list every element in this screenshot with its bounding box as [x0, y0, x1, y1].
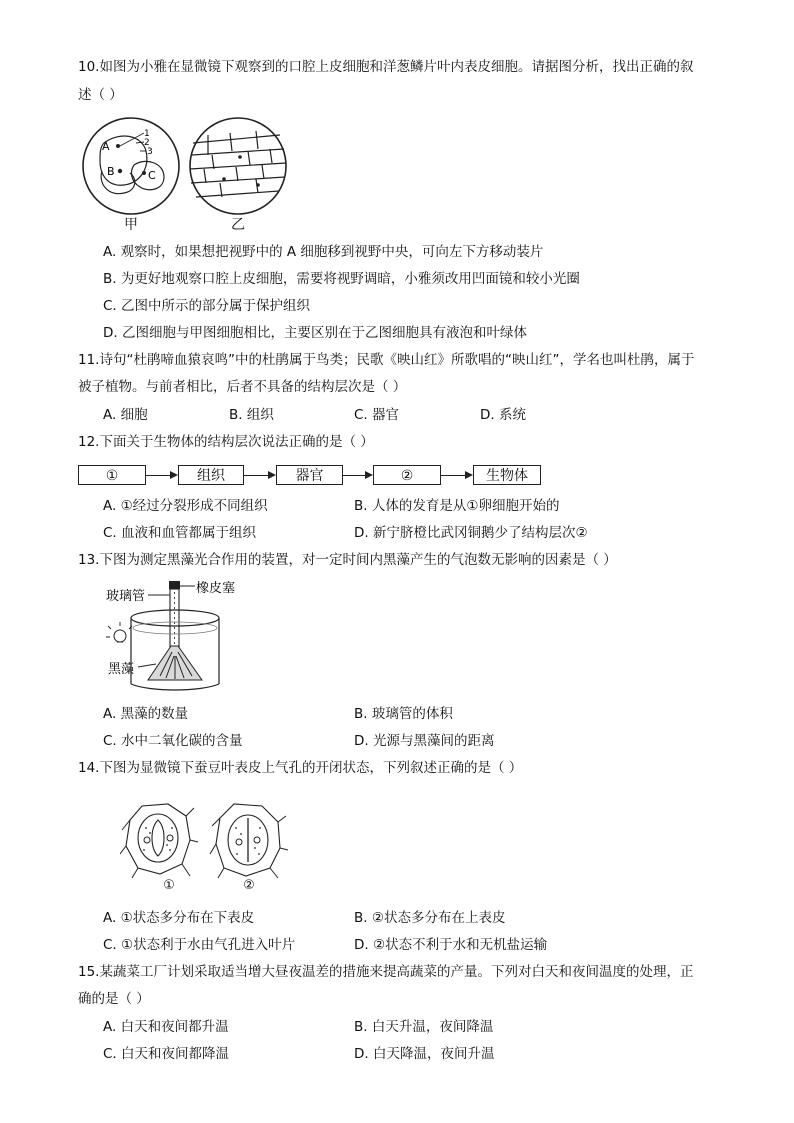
flow-box-1: ①	[78, 465, 146, 485]
q15-option-d[interactable]: D. 白天降温，夜间升温	[354, 1046, 495, 1062]
q14-figure	[120, 800, 290, 898]
q10-caption-right: 乙	[231, 217, 245, 233]
q15-option-a[interactable]: A. 白天和夜间都升温	[103, 1019, 229, 1035]
q11-option-b[interactable]: B. 组织	[229, 407, 274, 423]
q11-option-a[interactable]: A. 细胞	[103, 407, 148, 423]
q14-option-d[interactable]: D. ②状态不利于水和无机盐运输	[354, 937, 548, 953]
q14-stem: 14.下图为显微镜下蚕豆叶表皮上气孔的开闭状态，下列叙述正确的是（ ）	[78, 760, 523, 776]
q10-caption-left: 甲	[124, 217, 138, 233]
q13-option-a[interactable]: A. 黑藻的数量	[103, 706, 189, 722]
q11-option-d[interactable]: D. 系统	[480, 407, 526, 423]
q11-stem-line1: 11.诗句“杜鹃啼血猿哀鸣”中的杜鹃属于鸟类；民歌《映山红》所歌唱的“映山红”，学名也叫杜鹃，属于	[78, 352, 695, 368]
q13-option-b[interactable]: B. 玻璃管的体积	[354, 706, 453, 722]
q14-caption-right: ②	[243, 878, 255, 893]
q10-stem-line2: 述（ ）	[78, 87, 123, 103]
flow-arrow-2	[244, 475, 274, 476]
q12-option-a[interactable]: A. ①经过分裂形成不同组织	[103, 498, 268, 514]
q14-caption-left: ①	[163, 878, 175, 893]
q12-option-d[interactable]: D. 新宁脐橙比武冈铜鹅少了结构层次②	[354, 525, 588, 541]
q13-figure	[100, 576, 260, 702]
q11-option-c[interactable]: C. 器官	[354, 407, 400, 423]
q15-option-c[interactable]: C. 白天和夜间都降温	[103, 1046, 230, 1062]
label-stopper: 橡皮塞	[196, 581, 236, 596]
flow-arrow-1	[146, 475, 176, 476]
q12-option-b[interactable]: B. 人体的发育是从①卵细胞开始的	[354, 498, 560, 514]
flow-box-2: 组织	[178, 465, 244, 485]
flow-box-4: ②	[373, 465, 441, 485]
label-A: A	[102, 140, 110, 153]
q10-option-d[interactable]: D. 乙图细胞与甲图细胞相比，主要区别在于乙图细胞具有液泡和叶绿体	[103, 325, 527, 341]
label-2: 2	[144, 138, 150, 148]
flow-arrow-3	[343, 475, 371, 476]
label-plant: 黑藻	[108, 662, 135, 677]
q13-stem: 13.下图为测定黑藻光合作用的装置，对一定时间内黑藻产生的气泡数无影响的因素是（ ）	[78, 552, 617, 568]
q10-option-a[interactable]: A. 观察时，如果想把视野中的 A 细胞移到视野中央，可向左下方移动装片	[103, 244, 544, 260]
flow-arrow-4	[441, 475, 471, 476]
q14-option-c[interactable]: C. ①状态利于水由气孔进入叶片	[103, 937, 296, 953]
q13-option-d[interactable]: D. 光源与黑藻间的距离	[354, 733, 495, 749]
label-1: 1	[144, 129, 150, 139]
q13-option-c[interactable]: C. 水中二氧化碳的含量	[103, 733, 243, 749]
label-glass-tube: 玻璃管	[106, 589, 146, 604]
q11-stem-line2: 被子植物。与前者相比，后者不具备的结构层次是（ ）	[78, 379, 407, 395]
q15-stem-line2: 确的是（ ）	[78, 991, 150, 1007]
q14-option-a[interactable]: A. ①状态多分布在下表皮	[103, 910, 255, 926]
q15-stem-line1: 15.某蔬菜工厂计划采取适当增大昼夜温差的措施来提高蔬菜的产量。下列对白天和夜间温度的处理，正	[78, 964, 694, 980]
q12-stem: 12.下面关于生物体的结构层次说法正确的是（ ）	[78, 434, 374, 450]
flow-box-5: 生物体	[473, 465, 541, 485]
q12-option-c[interactable]: C. 血液和血管都属于组织	[103, 525, 257, 541]
flow-box-3: 器官	[276, 465, 343, 485]
q10-option-b[interactable]: B. 为更好地观察口腔上皮细胞，需要将视野调暗，小雅须改用凹面镜和较小光圈	[103, 271, 580, 287]
label-3: 3	[147, 147, 153, 157]
label-B: B	[107, 165, 115, 178]
q10-figure	[80, 113, 290, 235]
q15-option-b[interactable]: B. 白天升温，夜间降温	[354, 1019, 494, 1035]
q10-option-c[interactable]: C. 乙图中所示的部分属于保护组织	[103, 298, 311, 314]
q10-stem-line1: 10.如图为小雅在显微镜下观察到的口腔上皮细胞和洋葱鳞片叶内表皮细胞。请据图分析，找出正确的叙	[78, 59, 694, 75]
label-C: C	[148, 169, 156, 182]
q14-option-b[interactable]: B. ②状态多分布在上表皮	[354, 910, 506, 926]
